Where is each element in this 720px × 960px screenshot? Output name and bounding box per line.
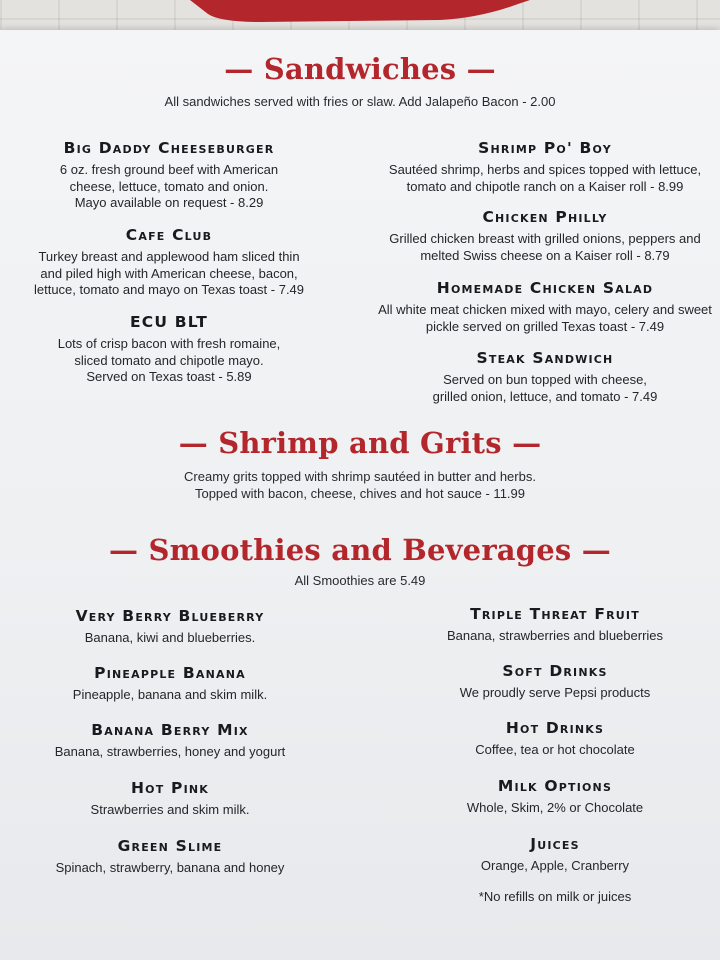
shrimp-and-grits-description: Creamy grits topped with shrimp sautéed in butter and herbs. Topped with bacon, cheese, chives and hot sauce - 11.99: [184, 469, 536, 501]
item-description: Spinach, strawberry, banana and honey: [55, 860, 285, 875]
item-description: Banana, kiwi and blueberries.: [84, 630, 256, 645]
item-name: Juices: [530, 835, 580, 853]
item-description: Banana, strawberries, honey and yogurt: [54, 744, 286, 759]
smoothies-beverages-heading: — Smoothies and Beverages —: [109, 533, 611, 567]
item-description: Pineapple, banana and skim milk.: [72, 687, 268, 702]
menu-item-juices: [400, 835, 710, 875]
menu-item-chicken-philly: [372, 208, 718, 264]
item-name: Triple Threat Fruit: [470, 605, 640, 623]
refill-footnote: *No refills on milk or juices: [478, 889, 632, 904]
item-name: Banana Berry Mix: [91, 721, 249, 739]
item-name: Milk Options: [497, 777, 613, 795]
menu-item-triple-threat-fruit: [400, 605, 710, 645]
item-name: Chicken Philly: [482, 208, 608, 226]
menu-item-green-slime: [20, 837, 320, 877]
item-description: Sautéed shrimp, herbs and spices topped with lettuce, tomato and chipotle ranch on a Kaiser roll - 8.99: [388, 162, 702, 194]
menu-item-steak-sandwich: [372, 349, 718, 405]
menu-item-homemade-chicken-salad: [372, 279, 718, 335]
menu-item-big-daddy-cheeseburger: [14, 139, 324, 212]
item-name: Pineapple Banana: [94, 664, 246, 682]
item-description: Turkey breast and applewood ham sliced thin and piled high with American cheese, bacon, lettuce, tomato and mayo on Texas toast - 7.49: [33, 249, 305, 297]
shrimp-and-grits-heading: — Shrimp and Grits —: [178, 426, 542, 460]
item-name: ECU BLT: [129, 313, 209, 331]
menu-item-hot-drinks: [400, 719, 710, 759]
menu-item-very-berry-blueberry: [20, 607, 320, 647]
item-name: Green Slime: [117, 837, 223, 855]
item-description: Whole, Skim, 2% or Chocolate: [466, 800, 644, 815]
item-description: Served on bun topped with cheese, grilled onion, lettuce, and tomato - 7.49: [432, 372, 658, 404]
item-name: Cafe Club: [125, 226, 213, 244]
item-name: Shrimp Po' Boy: [478, 139, 612, 157]
menu-item-soft-drinks: [400, 662, 710, 702]
menu-item-ecu-blt: [14, 313, 324, 386]
menu-item-pineapple-banana: [20, 664, 320, 704]
menu-item-milk-options: [400, 777, 710, 817]
item-name: Very Berry Blueberry: [75, 607, 265, 625]
item-description: Coffee, tea or hot chocolate: [475, 742, 635, 757]
menu-item-shrimp-po-boy: [372, 139, 718, 195]
sandwiches-subtitle: All sandwiches served with fries or slaw. Add Jalapeño Bacon - 2.00: [164, 94, 556, 109]
sandwiches-heading: — Sandwiches —: [224, 52, 496, 86]
item-description: Strawberries and skim milk.: [90, 802, 250, 817]
item-name: Hot Drinks: [505, 719, 605, 737]
item-name: Soft Drinks: [502, 662, 608, 680]
red-pepper-banner-icon: [150, 0, 530, 26]
item-description: We proudly serve Pepsi products: [459, 685, 651, 700]
menu-item-banana-berry-mix: [20, 721, 320, 761]
item-description: Grilled chicken breast with grilled onions, peppers and melted Swiss cheese on a Kaiser roll - 8.79: [389, 231, 701, 263]
menu-item-hot-pink: [20, 779, 320, 819]
item-name: Homemade Chicken Salad: [436, 279, 654, 297]
item-name: Big Daddy Cheeseburger: [63, 139, 275, 157]
item-description: 6 oz. fresh ground beef with American cheese, lettuce, tomato and onion. Mayo available on request - 8.29: [59, 162, 279, 210]
menu-item-cafe-club: [14, 226, 324, 299]
item-description: Orange, Apple, Cranberry: [480, 858, 630, 873]
smoothies-subtitle: All Smoothies are 5.49: [294, 573, 426, 588]
item-description: All white meat chicken mixed with mayo, celery and sweet pickle served on grilled Texas toast - 7.49: [378, 302, 712, 334]
item-name: Hot Pink: [130, 779, 209, 797]
item-name: Steak Sandwich: [476, 349, 614, 367]
item-description: Lots of crisp bacon with fresh romaine, sliced tomato and chipotle mayo. Served on Texas toast - 5.89: [57, 336, 281, 384]
item-description: Banana, strawberries and blueberries: [446, 628, 664, 643]
